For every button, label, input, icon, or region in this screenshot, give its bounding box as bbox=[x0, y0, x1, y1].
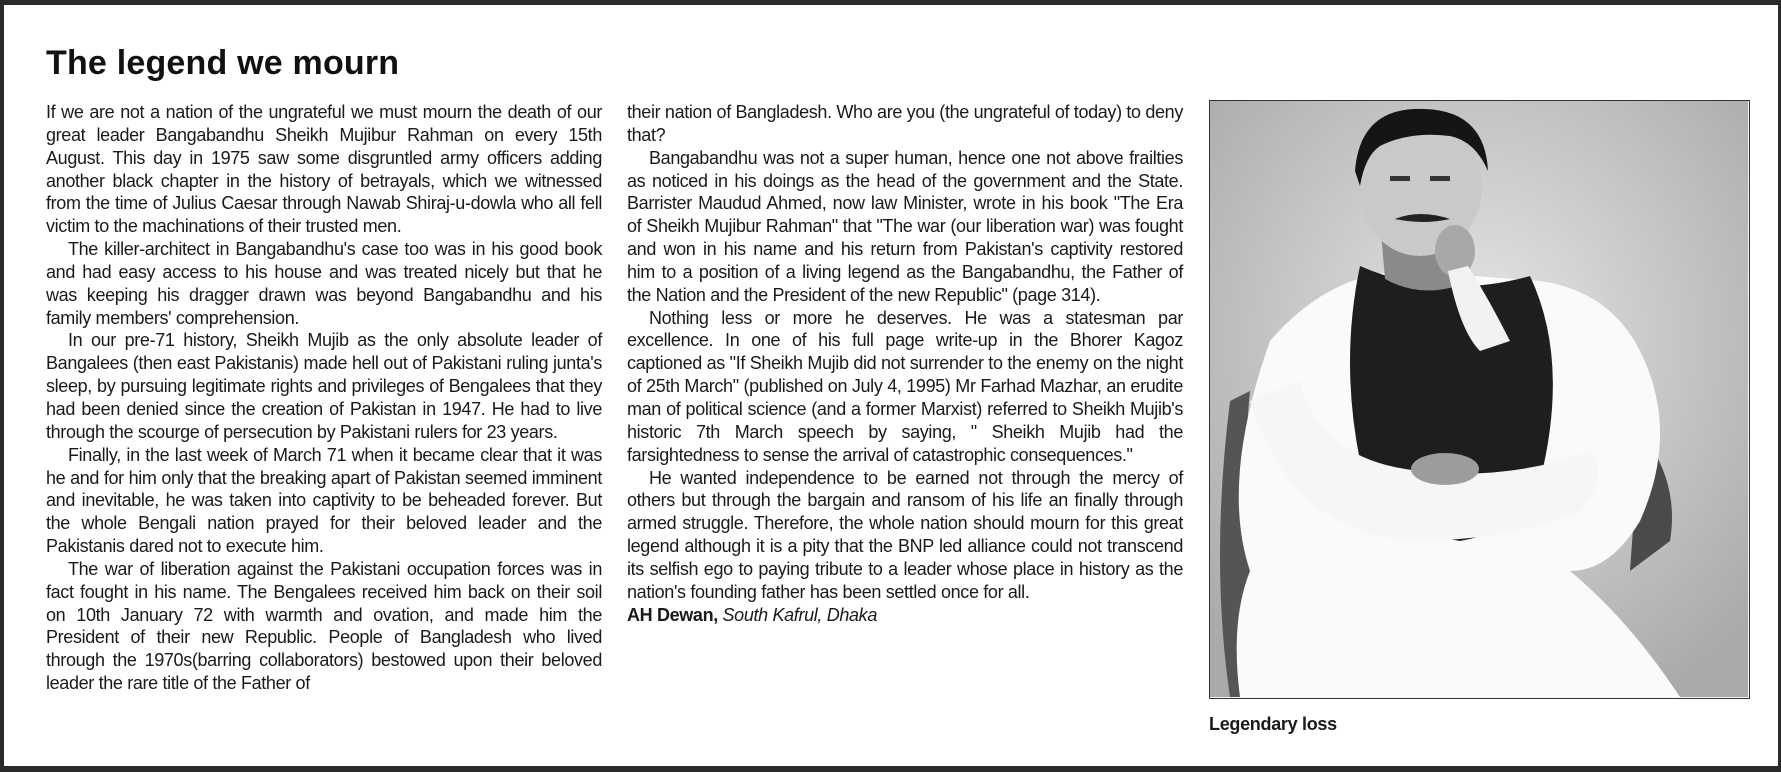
paragraph: He wanted independence to be earned not through the mercy of others but through the bargain and ransom of his life an finally through armed struggle. Therefore, the whole nation should mourn for this great legend although it is a pity that the BNP led alliance could not transcend its selfish ego to paying tribute to a leader whose place in history as the nation's founding father has been settled once for all. bbox=[627, 467, 1183, 602]
author-location: South Kafrul, Dhaka bbox=[722, 604, 877, 625]
paragraph: The killer-architect in Bangabandhu's case too was in his good book and had easy access to his house and was treated nicely but that he was keeping his dragger drawn was beyond Bangabandhu and his family members' comprehension. bbox=[46, 239, 602, 328]
author-name: AH Dewan, bbox=[627, 604, 718, 625]
paragraph: Finally, in the last week of March 71 when it became clear that it was he and for him only that the breaking apart of Pakistan seemed imminent and inevitable, he was taken into captivity to be beheaded forever. But the whole Bengali nation prayed for their beloved leader and the Pakistanis dared not to execute him. bbox=[46, 444, 602, 557]
paragraph: Nothing less or more he deserves. He was a statesman par excellence. In one of his full page write-up in the Bhorer Kagoz captioned as "If Sheikh Mujib did not surrender to the enemy on the night of 25th March" (published on July 4, 1995) Mr Farhad Mazhar, an erudite man of political science (and a former Marxist) referred to Sheikh Mujib's historic 7th March speech by saying, " Sheikh Mujib had the farsightedness to sense the arrival of catastrophic consequences." bbox=[627, 307, 1183, 465]
article-column-2 bbox=[627, 101, 1183, 626]
paragraph: Bangabandhu was not a super human, hence one not above frailties as noticed in his doings as the head of the government and the State. Barrister Maudud Ahmed, now law Minister, wrote in his book "The Era of Sheikh Mujibur Rahman" that "The war (our liberation war) was fought and won in his name and his return from Pakistan's captivity restored him to a position of a living legend as the Bangabandhu, the Father of the Nation and the President of the new Republic" (page 314). bbox=[627, 147, 1183, 305]
paragraph: The war of liberation against the Pakistani occupation forces was in fact fought in his name. The Bengalees received him back on their soil on 10th January 72 with warmth and ovation, and made him the President of their new Republic. People of Bangladesh who lived through the 1970s(barring collaborators) bestowed upon their beloved leader the rare title of the Father of bbox=[46, 558, 602, 694]
portrait-photo bbox=[1209, 100, 1750, 699]
article-title: The legend we mourn bbox=[46, 44, 400, 82]
paragraph: If we are not a nation of the ungrateful we must mourn the death of our great leader Bangabandhu Sheikh Mujibur Rahman on every 15th August. This day in 1975 saw some disgruntled army officers adding another black chapter in the history of betrayals, which we witnessed from the time of Julius Caesar through Nawab Shiraj-u-dowla who all fell victim to the machinations of their trusted men. bbox=[46, 102, 602, 237]
paragraph: In our pre-71 history, Sheikh Mujib as the only absolute leader of Bangalees (then east Pakistanis) made hell out of Pakistani ruling junta's sleep, by pursuing legitimate rights and privileges of Bengalees that they had been denied since the creation of Pakistan in 1947. He had to live through the scourge of persecution by Pakistani rulers for 23 years. bbox=[46, 330, 602, 442]
photo-caption: Legendary loss bbox=[1209, 714, 1337, 734]
author-signature bbox=[627, 604, 1183, 627]
portrait-illustration bbox=[1210, 101, 1748, 697]
paragraph: their nation of Bangladesh. Who are you (the ungrateful of today) to deny that? bbox=[627, 102, 1183, 145]
article-column-1 bbox=[46, 101, 602, 695]
